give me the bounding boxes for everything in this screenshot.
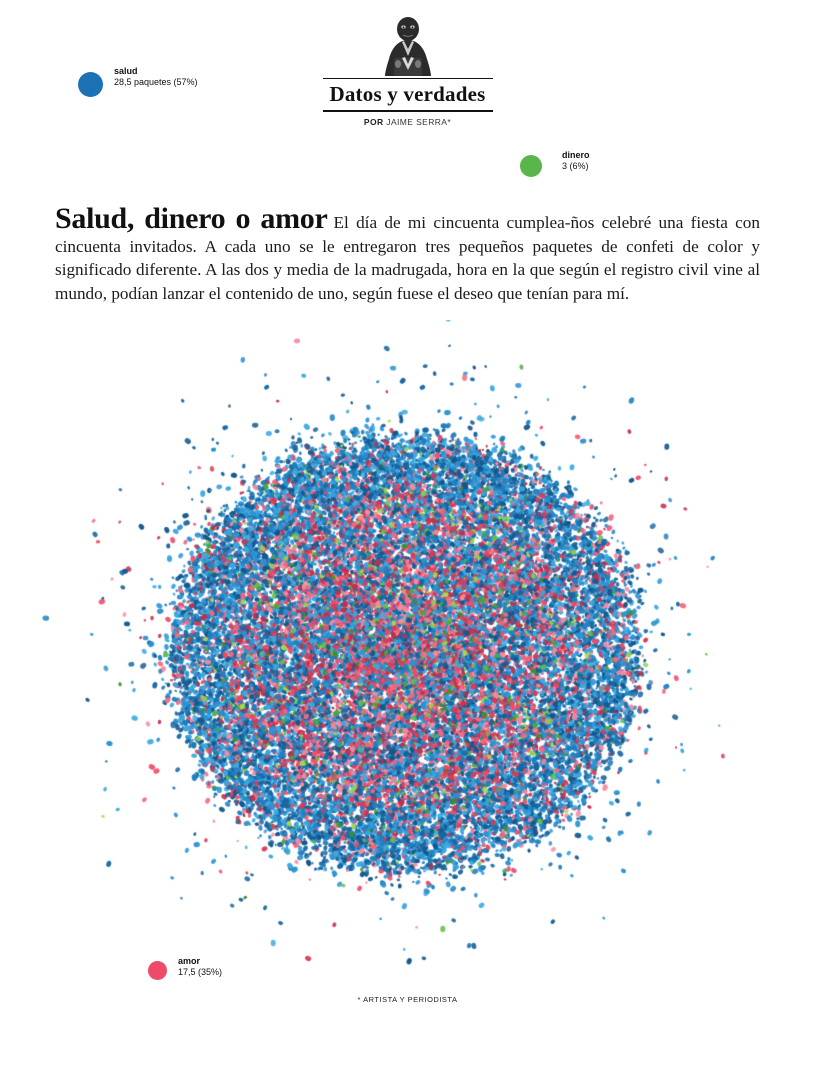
byline-prefix: POR (363, 117, 384, 128)
confetti-visualization (40, 320, 775, 985)
footnote: * ARTISTA Y PERIODISTA (357, 995, 458, 1004)
byline-author: JAIME SERRA* (386, 117, 452, 128)
legend-item-amor (148, 956, 222, 979)
author-portrait-illustration (372, 14, 444, 76)
legend-dot-dinero-icon (520, 155, 542, 177)
legend-label-dinero: dinero (562, 150, 590, 160)
article-block (55, 190, 760, 322)
masthead-rule-top (323, 78, 493, 79)
legend-value-amor: 17,5 (35%) (178, 967, 223, 978)
byline (258, 117, 558, 127)
article-body-text: El día de mi cincuenta cumplea-ños celebré una fiesta con cincuenta invitados. A cada uno se le entregaron tres pequeños paquetes de confeti de color y significado diferente. A las dos y media de la madrugada, hora en la que según el registro civil vine al mundo, podían lanzar el contenido de uno, según fuese el deseo que tenían para mí. (55, 213, 760, 303)
legend-label-amor: amor (178, 956, 201, 966)
masthead-rule-bottom (323, 110, 493, 112)
legend-value-dinero: 3 (6%) (562, 161, 589, 172)
confetti-canvas (40, 320, 775, 985)
legend-label-salud: salud (114, 66, 138, 76)
masthead (258, 14, 558, 127)
page-title: Salud, dinero o amor (55, 202, 328, 236)
legend-dot-amor-icon (148, 961, 167, 980)
legend-value-salud: 28,5 paquetes (57%) (114, 77, 198, 88)
legend-item-salud (78, 66, 198, 89)
legend-item-dinero (520, 150, 590, 173)
article-paragraph (55, 202, 760, 305)
legend-dot-salud-icon (78, 72, 103, 97)
publication-title: Datos y verdades (329, 82, 486, 106)
